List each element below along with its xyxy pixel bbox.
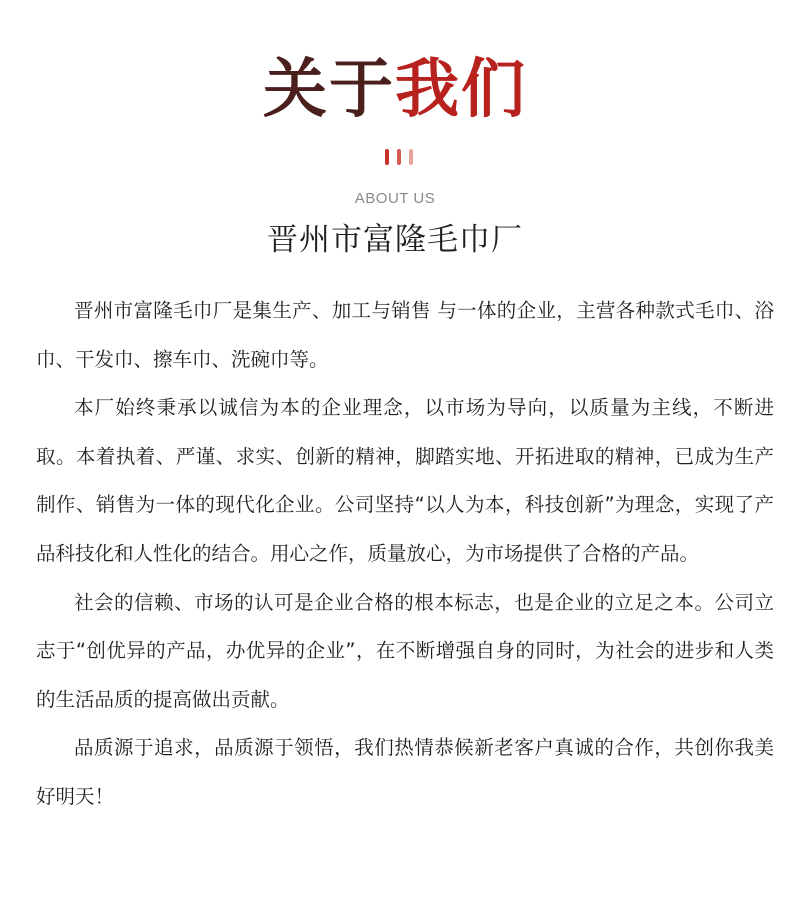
paragraph-intro: 晋州市富隆毛巾厂是集生产、加工与销售 与一体的企业，主营各种款式毛巾、浴巾、干发巾、擦车巾、洗碗巾等。: [36, 299, 774, 371]
decorative-bar: [409, 149, 413, 165]
english-subtitle: ABOUT US: [354, 190, 436, 207]
page-title: [0, 48, 790, 132]
page-title-part2: 我们: [395, 53, 527, 127]
company-name: 晋州市富隆毛巾厂: [267, 222, 523, 258]
page-title-part1: 关于: [263, 53, 395, 127]
paragraph-philosophy: 本厂始终秉承以诚信为本的企业理念，以市场为导向，以质量为主线，不断进取。本着执着、严谨、求实、创新的精神，脚踏实地、开拓进取的精神，已成为生产制作、销售为一体的现代化企业。公司坚持“以人为本，科技创新”为理念，实现了产品科技化和人性化的结合。用心之作，质量放心，为市场提供了合格的产品。: [36, 396, 774, 565]
paragraph-closing: 品质源于追求，品质源于领悟，我们热情恭候新老客户真诚的合作，共创你我美好明天！: [36, 736, 774, 808]
about-content: [36, 287, 774, 822]
decorative-bars: [383, 149, 423, 167]
decorative-bar: [385, 149, 389, 165]
paragraph-trust: 社会的信赖、市场的认可是企业合格的根本标志，也是企业的立足之本。公司立志于“创优异的产品，办优异的企业”，在不断增强自身的同时，为社会的进步和人类的生活品质的提高做出贡献。: [36, 590, 774, 711]
decorative-bar: [397, 149, 401, 165]
